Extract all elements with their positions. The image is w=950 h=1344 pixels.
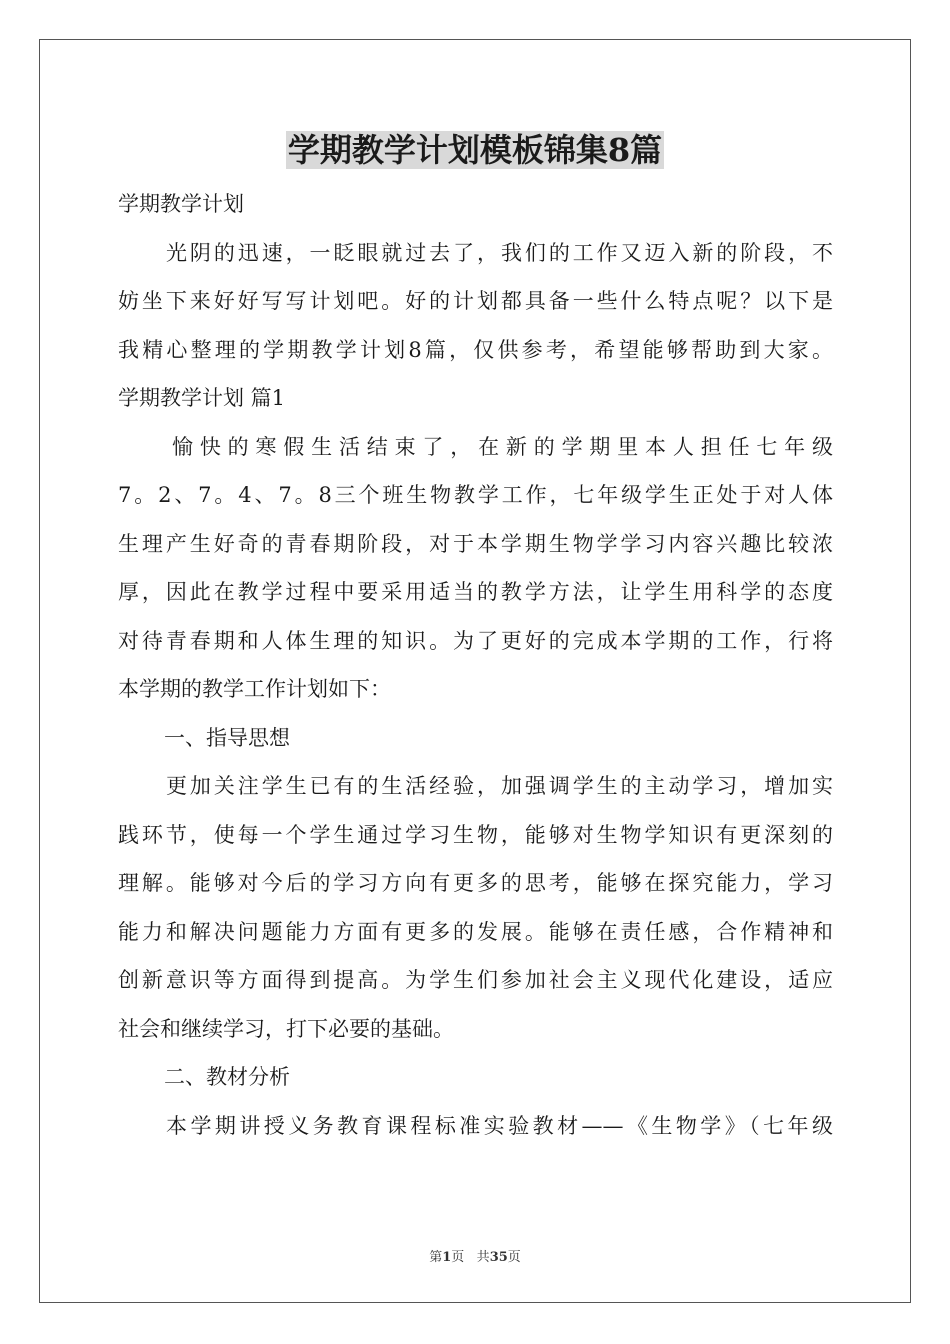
paragraph-line: 本学期讲授义务教育课程标准实验教材——《生物学》（七年级 [166,1113,833,1138]
paragraph-line: 更加关注学生已有的生活经验，加强调学生的主动学习，增加实 [166,774,833,798]
total-suffix: 页 [507,1250,521,1265]
paragraph-line: 本学期的教学工作计划如下： [118,677,391,701]
section-heading: 学期教学计划 篇1 [118,386,286,410]
paragraph-line: 理解。能够对今后的学习方向有更多的思考，能够在探究能力，学习 [118,871,833,895]
subsection-heading: 一、指导思想 [164,725,290,750]
paragraph-line: 践环节，使每一个学生通过学习生物，能够对生物学知识有更深刻的 [118,822,833,847]
document-title [0,128,950,172]
page-prefix: 第 [429,1250,443,1265]
paragraph-line: 7。2、7。4、7。8三个班生物教学工作，七年级学生正处于对人体 [118,483,833,507]
paragraph-line: 对待青春期和人体生理的知识。为了更好的完成本学期的工作，行将 [118,628,833,653]
document-title-text: 学期教学计划模板锦集8篇 [287,131,663,169]
page-number: 1 [442,1250,452,1265]
page-suffix: 页 [451,1250,465,1265]
section-heading: 学期教学计划 [118,192,244,216]
paragraph-line: 光阴的迅速，一眨眼就过去了，我们的工作又迈入新的阶段，不 [166,240,833,265]
page-footer [0,1246,950,1265]
subsection-heading: 二、教材分析 [164,1065,290,1089]
paragraph-line: 社会和继续学习，打下必要的基础。 [118,1016,454,1041]
document-body [118,180,833,1150]
paragraph-line: 妨坐下来好好写写计划吧。好的计划都具备一些什么特点呢？以下是 [118,289,833,313]
total-prefix: 共 [476,1250,490,1265]
total-pages: 35 [489,1250,508,1265]
paragraph-line: 厚，因此在教学过程中要采用适当的教学方法，让学生用科学的态度 [118,580,833,604]
paragraph-line: 我精心整理的学期教学计划8篇，仅供参考，希望能够帮助到大家。 [118,337,833,362]
paragraph-line: 创新意识等方面得到提高。为学生们参加社会主义现代化建设，适应 [118,968,833,992]
paragraph-line: 愉快的寒假生活结束了，在新的学期里本人担任七年级 [172,434,833,459]
paragraph-line: 生理产生好奇的青春期阶段，对于本学期生物学学习内容兴趣比较浓 [118,531,833,556]
paragraph-line: 能力和解决问题能力方面有更多的发展。能够在责任感，合作精神和 [118,919,833,944]
